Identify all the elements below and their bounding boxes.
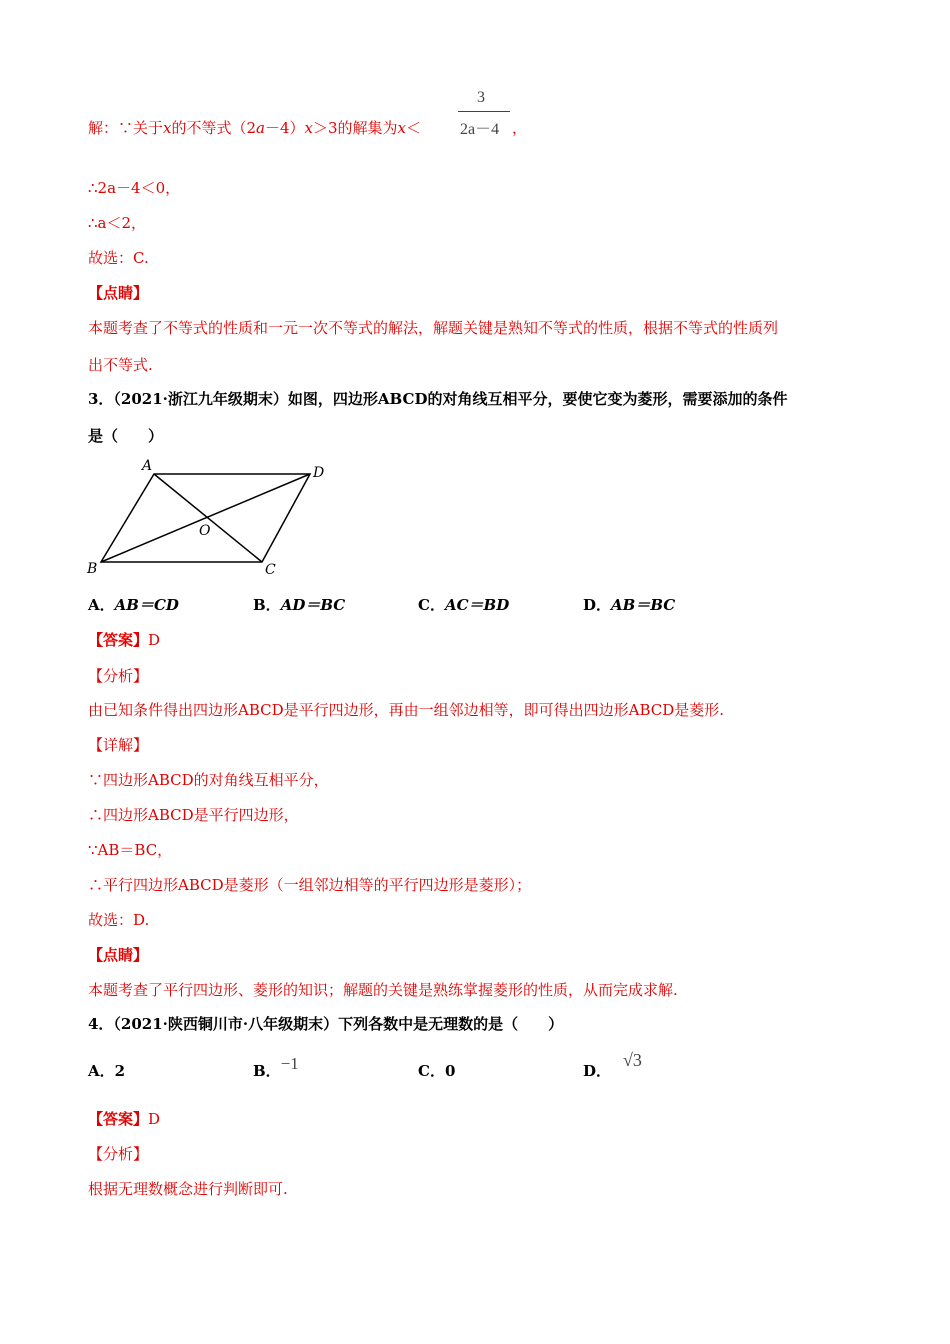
q2-fraction-bar [458,111,510,112]
q2-solution-line2: ∴2a－4＜0， [88,179,181,197]
q3-analysis-text: 由已知条件得出四边形ABCD是平行四边形，再由一组邻边相等，即可得出四边形ABCD是菱形. [88,701,725,719]
q4-option-a [88,1060,125,1081]
q3-option-d-value: AB＝BC [611,596,676,614]
q3-option-b [253,594,345,615]
q4-option-b [253,1054,299,1081]
q2-mid3: ＞3的解集为 [313,119,398,137]
q3-analysis-tag: 【分析】 [88,667,149,685]
q3-detail-line-3: ∵AB＝BC， [88,841,173,859]
label-a: A [142,458,153,474]
q2-note-text-1: 本题考查了不等式的性质和一元一次不等式的解法，解题关键是熟知不等式的性质，根据不等式的性质列 [88,319,779,337]
q3-answer-tag: 【答案】 [88,631,149,649]
q2-fraction-numerator: 3 [477,89,485,106]
q3-option-b-letter: B． [253,596,281,614]
q4-option-c [418,1060,455,1081]
q4-option-d [583,1050,642,1081]
label-o: O [199,523,211,539]
q2-solution-line3: ∴a＜2， [88,214,147,232]
q4-analysis-tag: 【分析】 [88,1145,149,1163]
q2-solution-prefix: 解：∵关于 [88,119,164,137]
q3-note-tag: 【点睛】 [88,946,149,964]
q3-parallelogram-figure [80,455,340,580]
q2-mid2: －4） [264,119,305,137]
q3-option-d [583,594,675,615]
q3-option-c-value: AC＝BD [444,596,510,614]
q3-option-c-letter: C． [418,596,445,614]
q4-answer-value: D [148,1110,161,1128]
q3-note-text: 本题考查了平行四边形、菱形的知识；解题的关键是熟练掌握菱形的性质，从而完成求解. [88,981,678,999]
q4-option-a-letter: A． [88,1062,115,1080]
q3-detail-line-1: ∵四边形ABCD的对角线互相平分， [88,771,329,789]
q3-stem-2: 是（ ） [88,427,164,445]
q3-option-a-value: AB＝CD [114,596,179,614]
diagonal-bd [101,474,310,562]
q3-option-a-letter: A． [88,596,115,614]
q4-option-d-letter: D． [583,1062,612,1080]
q4-option-a-value: 2 [114,1062,126,1080]
q2-fraction-denominator: 2a－4 [460,121,500,138]
q3-option-b-value: AD＝BC [280,596,346,614]
label-d: D [313,465,325,481]
q3-option-d-letter: D． [583,596,612,614]
q4-answer-tag: 【答案】 [88,1110,149,1128]
q3-answer [88,629,160,650]
q2-solution-line1 [88,117,421,138]
q2-var-x3: x [397,119,407,137]
q2-mid1: 的不等式（2 [171,119,257,137]
q4-stem: 4．（2021·陕西铜川市·八年级期末）下列各数中是无理数的是（ ） [88,1015,564,1033]
q3-detail-tag: 【详解】 [88,736,149,754]
q4-option-b-value: −1 [280,1054,299,1073]
q4-option-c-letter: C． [418,1062,445,1080]
q3-detail-line-4: ∴平行四边形ABCD是菱形（一组邻边相等的平行四边形是菱形）； [88,876,532,894]
q3-option-a [88,594,179,615]
q3-stem-1: 3．（2021·浙江九年级期末）如图，四边形ABCD的对角线互相平分，要使它变为菱形，需要添加的条件 [88,390,788,408]
q2-line1-comma: ， [512,119,528,137]
q2-var-a: a [256,119,265,137]
q3-detail-line-5: 故选：D. [88,911,150,929]
q3-answer-value: D [148,631,161,649]
label-b: B [87,561,98,577]
q2-lt: ＜ [406,119,422,137]
q4-option-c-value: 0 [444,1062,456,1080]
q2-solution-line4: 故选：C. [88,249,149,267]
q4-option-d-value: √3 [623,1050,642,1070]
q2-var-x: x [163,119,172,137]
diagonal-ac [154,474,262,562]
q4-analysis-text: 根据无理数概念进行判断即可. [88,1180,288,1198]
label-c: C [265,562,276,578]
q4-answer [88,1108,160,1129]
q2-var-x2: x [304,119,313,137]
q3-detail-line-2: ∴四边形ABCD是平行四边形， [88,806,299,824]
q4-option-b-letter: B． [253,1062,281,1080]
q3-option-c [418,594,509,615]
q2-note-text-2: 出不等式. [88,356,153,374]
q2-note-tag: 【点睛】 [88,284,149,302]
